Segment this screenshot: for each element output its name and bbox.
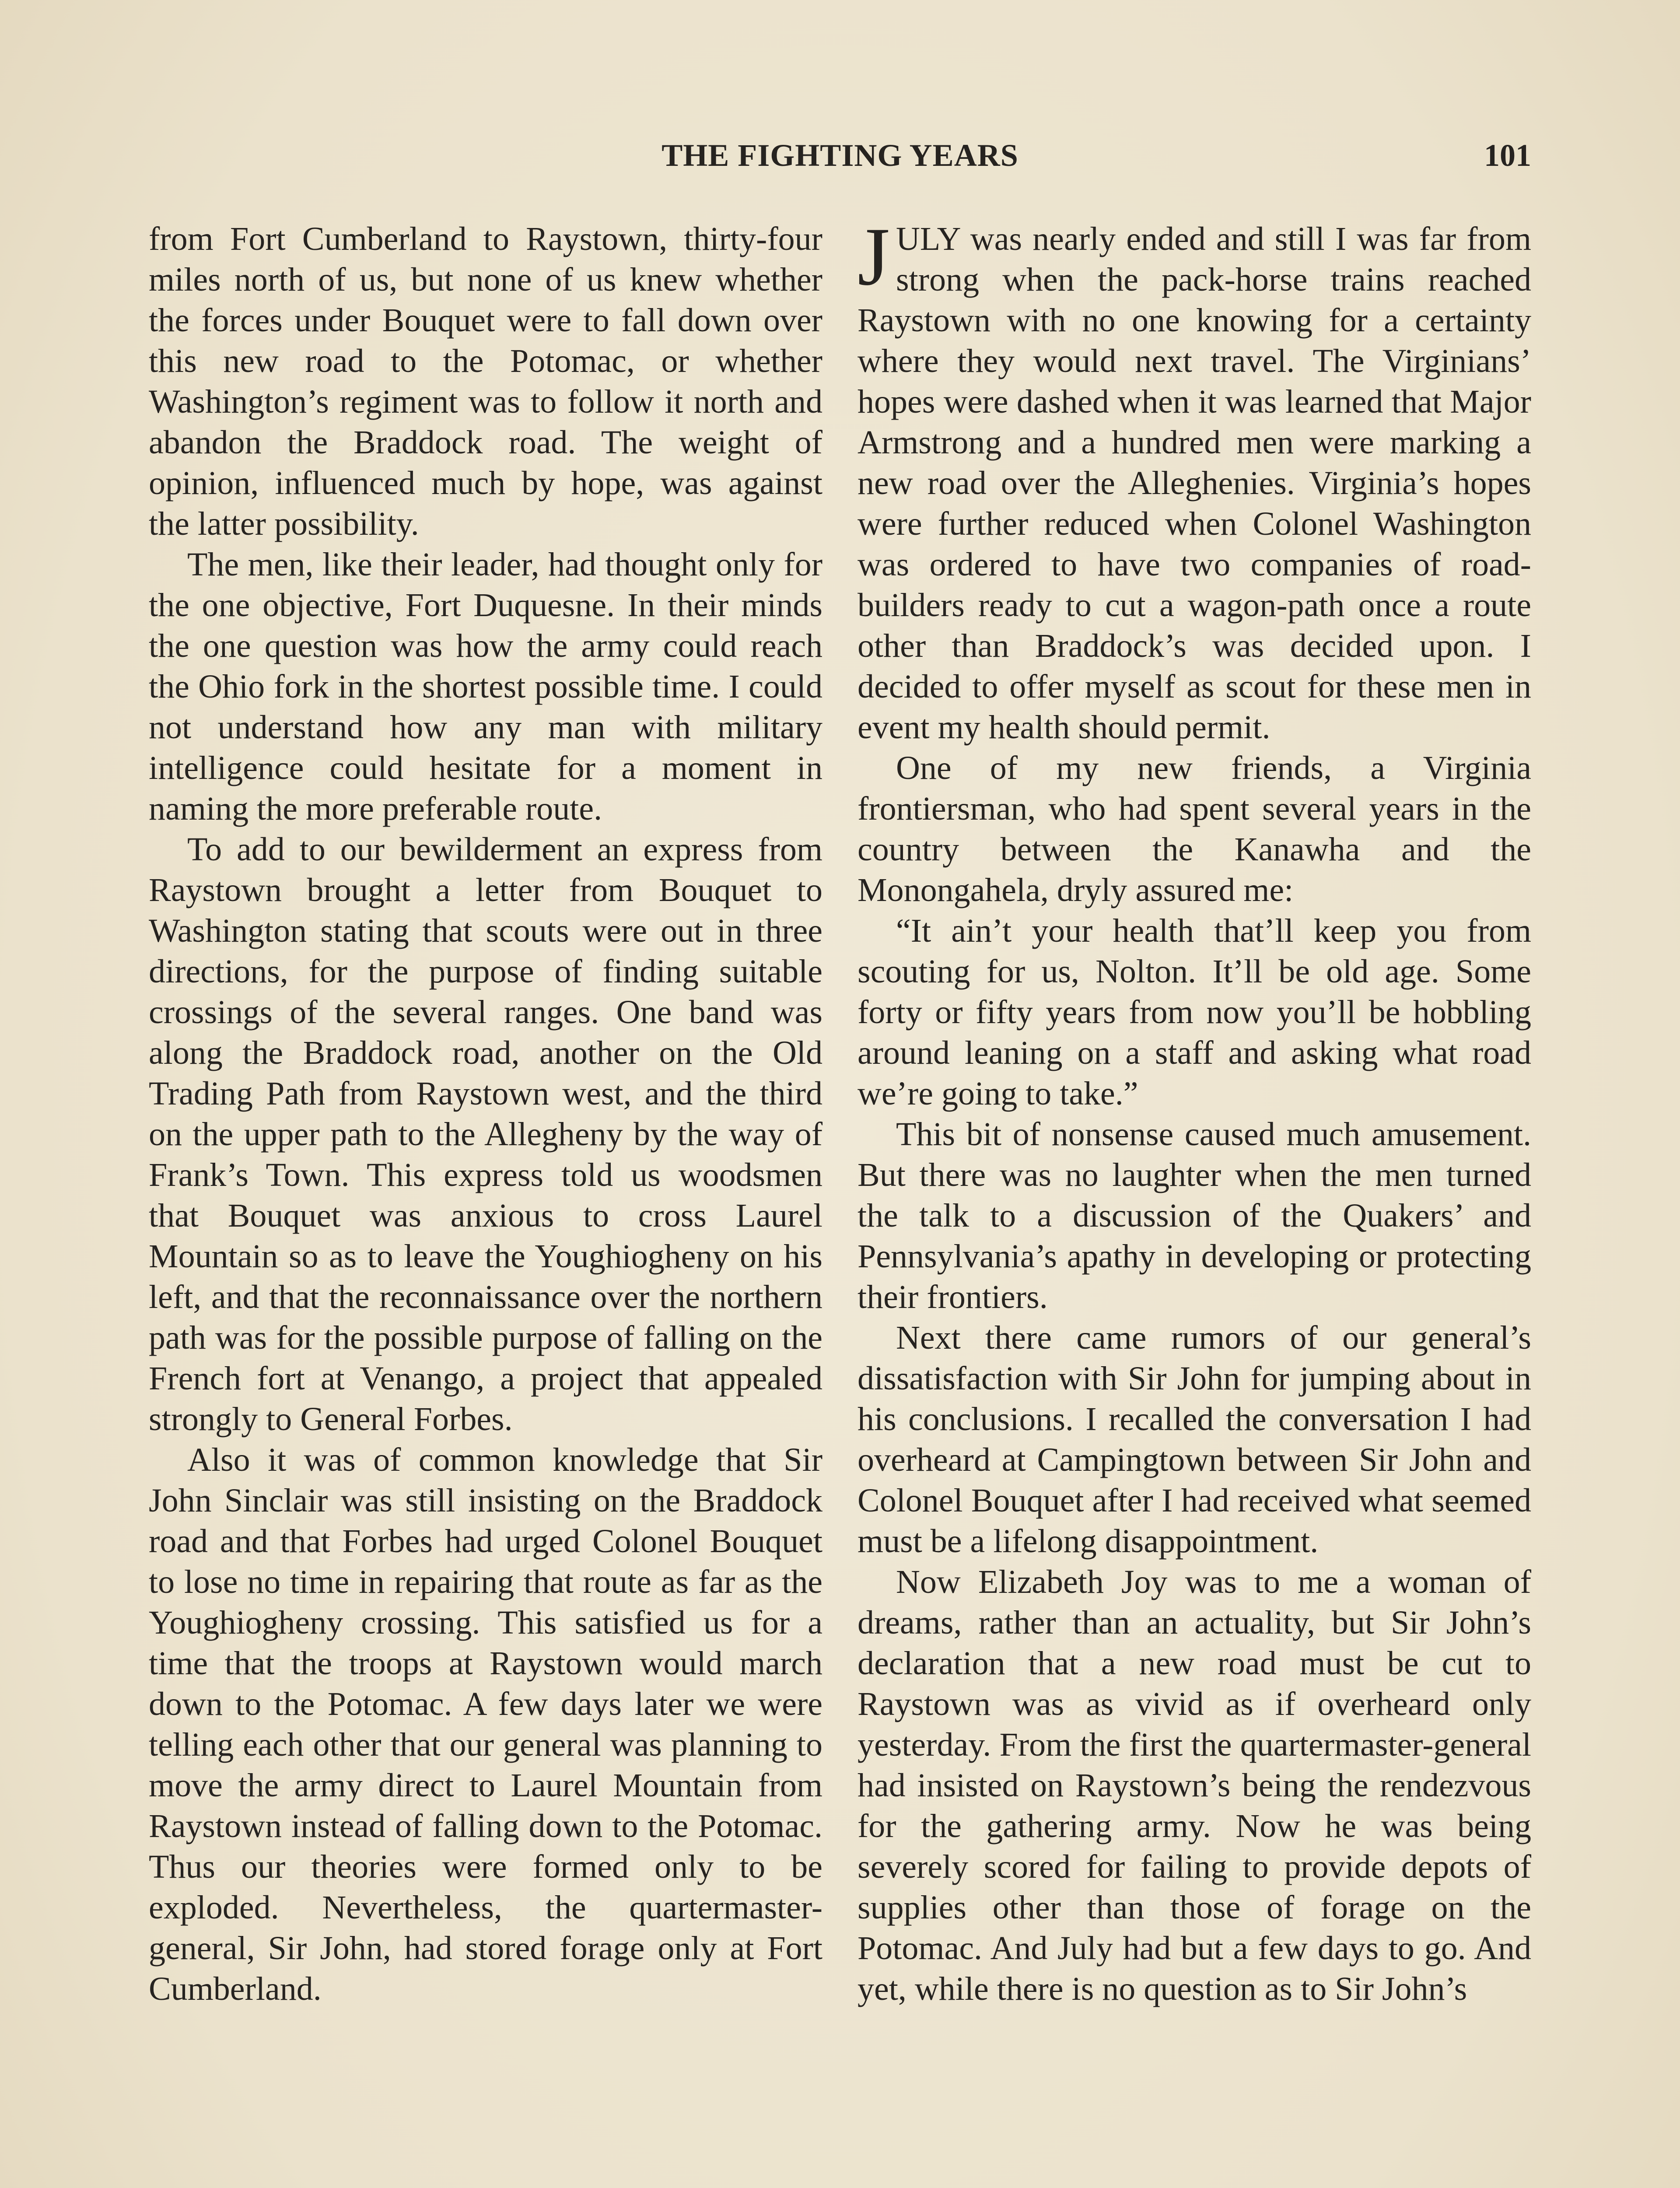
running-header bbox=[149, 131, 1531, 179]
paragraph: This bit of nonsense caused much amusement. But there was no laughter when the men turned the talk to a discussion of the Quakers’ and Pennsylvania’s apathy in developing or protecting their frontiers. bbox=[858, 1116, 1531, 1315]
page-number: 101 bbox=[1484, 138, 1531, 173]
running-title: THE FIGHTING YEARS bbox=[662, 138, 1018, 173]
paragraph: To add to our bewilderment an express from Raystown brought a letter from Bouquet to Washington stating that scouts were out in three directions, for the purpose of finding suitable crossings of the several ranges. One band was along the Braddock road, another on the Old Trading Path from Raystown west, and the third on the upper path to the Allegheny by the way of Frank’s Town. This express told us woodsmen that Bouquet was anxious to cross Laurel Mountain so as to leave the Youghiogheny on his left, and that the reconnaissance over the northern path was for the possible purpose of falling on the French fort at Venango, a project that appealed strongly to General Forbes. bbox=[149, 831, 822, 1438]
drop-cap: J bbox=[858, 211, 890, 303]
right-column bbox=[858, 211, 1531, 2009]
paragraph: The men, like their leader, had thought only for the one objective, Fort Duquesne. In their minds the one question was how the army could reach the Ohio fork in the shortest possible time. I could not understand how any man with military intelligence could hesitate for a moment in naming the more preferable route. bbox=[149, 546, 822, 827]
paragraph: Next there came rumors of our general’s dissatisfaction with Sir John for jumping about in his conclusions. I recalled the conversation I had overheard at Campingtown between Sir John and Colonel Bouquet after I had received what seemed must be a lifelong disappointment. bbox=[858, 1319, 1531, 1560]
dialogue-paragraph: “It ain’t your health that’ll keep you from scouting for us, Nolton. It’ll be old age. Some forty or fifty years from now you’ll be hobbling around leaning on a staff and asking what road we’re going to take.” bbox=[858, 912, 1531, 1112]
paragraph: One of my new friends, a Virginia frontiersman, who had spent several years in the country between the Kanawha and the Monongahela, dryly assured me: bbox=[858, 750, 1531, 908]
paragraph: Also it was of common knowledge that Sir John Sinclair was still insisting on the Braddock road and that Forbes had urged Colonel Bouquet to lose no time in repairing that route as far as the Youghiogheny crossing. This satisfied us for a time that the troops at Raystown would march down to the Potomac. A few days later we were telling each other that our general was planning to move the army direct to Laurel Mountain from Raystown instead of falling down to the Potomac. Thus our theories were formed only to be exploded. Nevertheless, the quartermaster-general, Sir John, had stored forage only at Fort Cumberland. bbox=[149, 1441, 822, 2007]
paragraph: from Fort Cumberland to Raystown, thirty-four miles north of us, but none of us knew whether the forces under Bouquet were to fall down over this new road to the Potomac, or whether Washington’s regiment was to follow it north and abandon the Braddock road. The weight of opinion, influenced much by hope, was against the latter possibility. bbox=[149, 221, 822, 542]
left-column bbox=[149, 219, 822, 2009]
opening-text: ULY was nearly ended and still I was far from strong when the pack-horse trains reached Raystown with no one knowing for a certainty where they would next travel. The Virginians’ hopes were dashed when it was learned that Major Armstrong and a hundred men were marking a new road over the Alleghenies. Virginia’s hopes were further reduced when Colonel Washington was ordered to have two companies of road-builders ready to cut a wagon-path once a route other than Braddock’s was decided upon. I decided to offer myself as scout for these men in event my health should permit. bbox=[858, 221, 1531, 746]
chapter-opening-paragraph bbox=[858, 211, 1531, 748]
paragraph: Now Elizabeth Joy was to me a woman of dreams, rather than an actuality, but Sir John’s declaration that a new road must be cut to Raystown was as vivid as if overheard only yesterday. From the first the quartermaster-general had insisted on Raystown’s being the rendezvous for the gathering army. Now he was being severely scored for failing to provide depots of supplies other than those of forage on the Potomac. And July had but a few days to go. And yet, while there is no question as to Sir John’s bbox=[858, 1564, 1531, 2007]
